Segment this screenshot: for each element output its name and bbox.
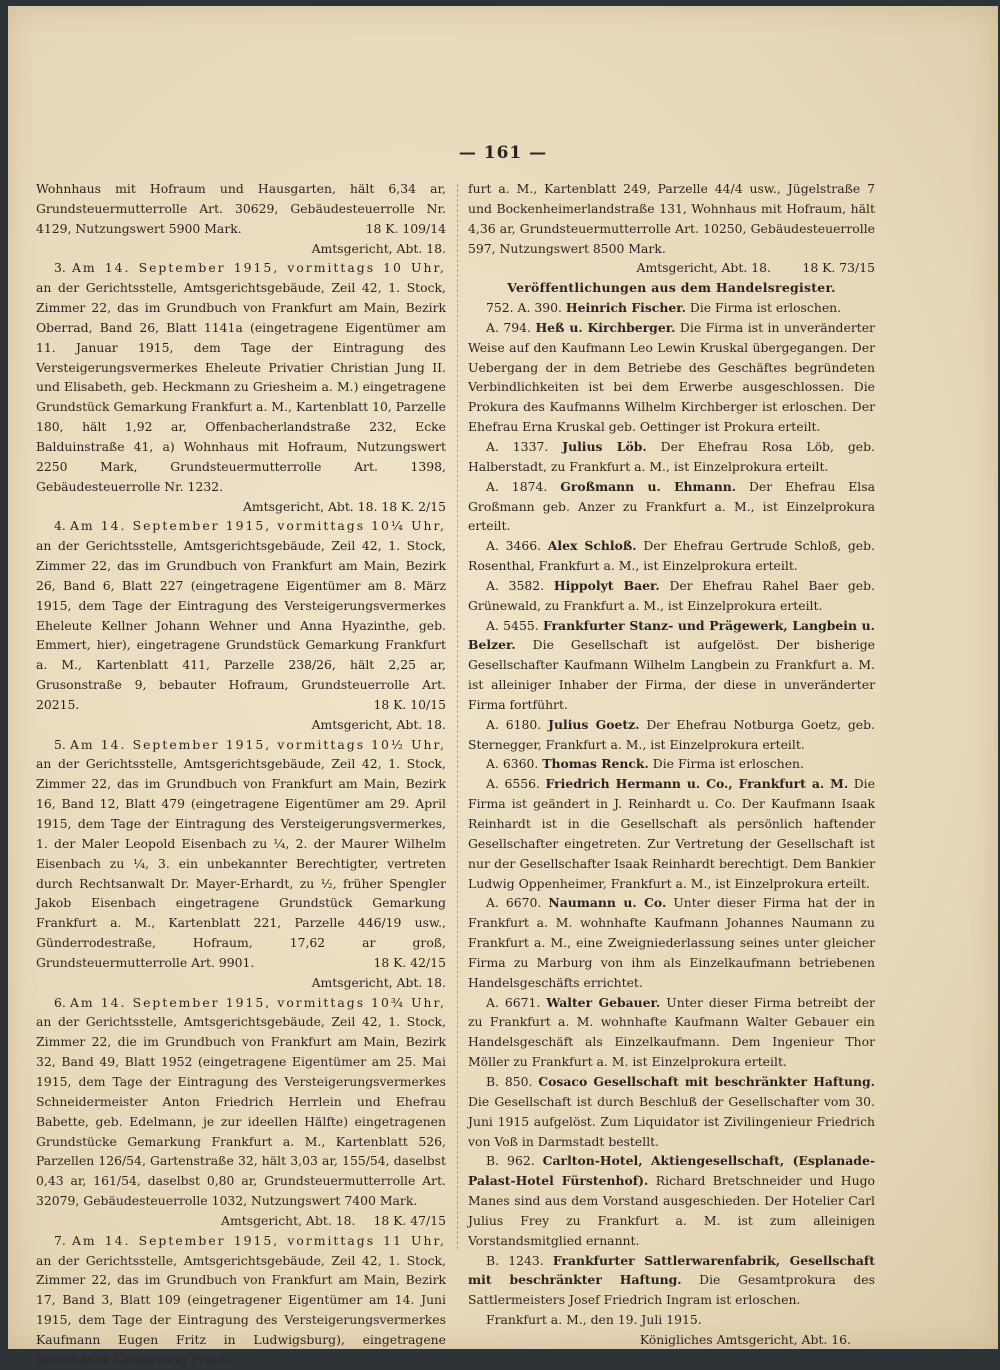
court-signature: Amtsgericht, Abt. 18. bbox=[311, 974, 446, 990]
register-entry: A. 6670. Naumann u. Co. Unter dieser Firma hat der in Frankfurt a. M. wohnhafte Kaufmann Johannes Naumann zu Frankfurt a. M., eine Zweigniederlassung seines unter gleicher Firma zu Marburg von ihm als Einzelkaufmann betriebenen Handelsgeschäfts errichtet. bbox=[468, 895, 875, 990]
court-signature: Amtsgericht, Abt. 18. bbox=[311, 716, 446, 732]
register-entry: A. 6360. Thomas Renck. Die Firma ist erloschen. bbox=[486, 756, 804, 772]
file-reference: 18 K. 10/15 bbox=[373, 696, 446, 712]
register-entry: A. 1874. Großmann u. Ehmann. Der Ehefrau Elsa Großmann geb. Anzer zu Frankfurt a. M., ist Einzelprokura erteilt. bbox=[468, 478, 875, 534]
register-entry: B. 962. Carlton-Hotel, Aktiengesellschaft, (Esplanade-Palast-Hotel Fürstenhof). Richard Bretschneider und Hugo Manes sind aus dem Vorstand ausgeschieden. Der Hotelier Carl Julius Frey zu Frankfurt a. M. ist zum alleinigen Vorstandsmitglied ernannt. bbox=[468, 1153, 875, 1248]
register-entry: 752. A. 390. Heinrich Fischer. Die Firma ist erloschen. bbox=[486, 300, 842, 316]
newspaper-page bbox=[8, 6, 998, 1367]
register-entry: A. 6180. Julius Goetz. Der Ehefrau Notburga Goetz, geb. Sternegger, Frankfurt a. M., ist Einzelprokura erteilt. bbox=[468, 716, 875, 752]
left-column bbox=[36, 179, 446, 1370]
notice-continuation: furt a. M., Kartenblatt 249, Parzelle 44/4 usw., Jügelstraße 7 und Bockenheimerlandstraße 131, Wohnhaus mit Hofraum, hält 4,36 ar, Grundsteuermutterrolle Art. 10250, Gebäudesteuerrolle 597, Nutzungswert 8500 Mark. bbox=[468, 181, 875, 256]
register-entry: A. 3582. Hippolyt Baer. Der Ehefrau Rahel Baer geb. Grünewald, zu Frankfurt a. M., ist Einzelprokura erteilt. bbox=[468, 577, 875, 613]
section-heading: Veröffentlichungen aus dem Handelsregister. bbox=[507, 280, 836, 296]
register-entry: A. 1337. Julius Löb. Der Ehefrau Rosa Löb, geb. Halberstadt, zu Frankfurt a. M., ist Einzelprokura erteilt. bbox=[468, 438, 875, 474]
file-reference: 18 K. 109/14 bbox=[365, 220, 446, 236]
register-entry: A. 5455. Frankfurter Stanz- und Prägewerk, Langbein u. Belzer. Die Gesellschaft ist aufgelöst. Der bisherige Gesellschafter Kaufmann Wilhelm Langbein zu Frankfurt a. M. ist alleiniger Inhaber der Firma, der diese in unveränderter Firma fortführt. bbox=[468, 617, 875, 712]
court-signature: Amtsgericht, Abt. 18. bbox=[311, 240, 446, 256]
court-signature: Königliches Amtsgericht, Abt. 16. bbox=[639, 1331, 851, 1347]
file-reference: 18 K. 47/15 bbox=[373, 1212, 446, 1228]
file-reference: Amtsgericht, Abt. 18. 18 K. 2/15 bbox=[242, 498, 446, 514]
auction-notice-4: 4. Am 14. September 1915, vormittags 10¼ Uhr, an der Gerichtsstelle, Amtsgerichtsgebäude, Zeil 42, 1. Stock, Zimmer 22, das im Grundbuch von Frankfurt am Main, Bezirk 26, Band 6, Blatt 227 (eingetragene Eigentümer am 8. März 1915, dem Tage der Eintragung des Versteigerungsvermerkes Eheleute Kellner Johann Wehner und Anna Hyazinthe, geb. Emmert, hier), eingetragene Grundstück Gemarkung Frankfurt a. M., Kartenblatt 411, Parzelle 238/26, hält 2,25 ar, Grusonstraße 9, bebauter Hofraum, Grundsteuerrolle Art. 20215. 18 K. 10/15 bbox=[36, 516, 446, 714]
register-entry: A. 6556. Friedrich Hermann u. Co., Frankfurt a. M. Die Firma ist geändert in J. Reinhardt u. Co. Der Kaufmann Isaak Reinhardt ist in die Gesellschaft als persönlich haftender Gesellschafter eingetreten. Zur Vertretung der Gesellschaft ist nur der Gesellschafter Isaak Reinhardt berechtigt. Dem Bankier Ludwig Oppenheimer, Frankfurt a. M., ist Einzelprokura erteilt. bbox=[468, 776, 875, 891]
auction-notice-3: 3. Am 14. September 1915, vormittags 10 Uhr, an der Gerichtsstelle, Amtsgerichtsgebäude, Zeil 42, 1. Stock, Zimmer 22, das im Grundbuch von Frankfurt am Main, Bezirk Oberrad, Band 26, Blatt 1141a (eingetragene Eigentümer am 11. Januar 1915, dem Tage der Eintragung des Versteigerungsvermerkes Eheleute Privatier Christian Jung II. und Elisabeth, geb. Heckmann zu Griesheim a. M.) eingetragene Grundstück Gemarkung Frankfurt a. M., Kartenblatt 10, Parzelle 180, hält 1,92 ar, Offenbacherlandstraße 232, Ecke Balduinstraße 41, a) Wohnhaus mit Hofraum, Nutzungswert 2250 Mark, Grundsteuermutterrolle Art. 1398, Gebäudesteuerrolle Nr. 1232. bbox=[36, 260, 446, 494]
file-reference: 18 K. 42/15 bbox=[373, 954, 446, 970]
register-entry: B. 850. Cosaco Gesellschaft mit beschränkter Haftung. Die Gesellschaft ist durch Beschluß der Gesellschafter vom 30. Juni 1915 aufgelöst. Zum Liquidator ist Zivilingenieur Friedrich von Voß in Darmstadt bestellt. bbox=[468, 1073, 875, 1149]
column-divider bbox=[457, 184, 459, 1249]
court-signature: Amtsgericht, Abt. 18. bbox=[221, 1212, 356, 1228]
register-entry: A. 6671. Walter Gebauer. Unter dieser Firma betreibt der zu Frankfurt a. M. wohnhafte Kaufmann Walter Gebauer ein Handelsgeschäft als Einzelkaufmann. Dem Ingenieur Thor Möller zu Frankfurt a. M. ist Einzelprokura erteilt. bbox=[468, 994, 875, 1070]
register-entry: B. 1243. Frankfurter Sattlerwarenfabrik, Gesellschaft mit beschränkter Haftung. Die Gesamtprokura des Sattlermeisters Josef Friedrich Ingram ist erloschen. bbox=[468, 1252, 875, 1308]
auction-notice-6: 6. Am 14. September 1915, vormittags 10¾ Uhr, an der Gerichtsstelle, Amtsgerichtsgebäude, Zeil 42, 1. Stock, Zimmer 22, die im Grundbuch von Frankfurt am Main, Bezirk 32, Band 49, Blatt 1952 (eingetragene Eigentümer am 25. Mai 1915, dem Tage der Eintragung des Versteigerungsvermerkes Schneidermeister Anton Friedrich Herrlein und Ehefrau Babette, geb. Edelmann, je zur ideellen Hälfte) eingetragenen Grundstücke Gemarkung Frankfurt a. M., Kartenblatt 526, Parzellen 126/54, Gartenstraße 32, hält 3,03 ar, 155/54, daselbst 0,43 ar, 161/54, daselbst 0,80 ar, Grundsteuermutterrolle Art. 32079, Gebäudesteuerrolle 1032, Nutzungswert 7400 Mark. 18 K. 47/15 bbox=[36, 993, 446, 1211]
register-entry: A. 794. Heß u. Kirchberger. Die Firma ist in unveränderter Weise auf den Kaufmann Leo Lewin Kruskal übergegangen. Der Uebergang der in dem Betriebe des Geschäftes begründeten Verbindlichkeiten ist bei dem Erwerbe ausgeschlossen. Die Prokura des Kaufmanns Wilhelm Kirchberger ist erloschen. Der Ehefrau Erna Kruskal geb. Oettinger ist Prokura erteilt. bbox=[468, 319, 875, 435]
right-column bbox=[468, 179, 875, 1350]
register-entry: A. 3466. Alex Schloß. Der Ehefrau Gertrude Schloß, geb. Rosenthal, Frankfurt a. M., ist Einzelprokura erteilt. bbox=[468, 538, 875, 574]
court-signature: Amtsgericht, Abt. 18. 18 K. 73/15 bbox=[636, 260, 875, 276]
page-number: — 161 — bbox=[458, 143, 548, 163]
closing-date: Frankfurt a. M., den 19. Juli 1915. bbox=[486, 1312, 702, 1328]
auction-notice-5: 5. Am 14. September 1915, vormittags 10½ Uhr, an der Gerichtsstelle, Amtsgerichtsgebäude, Zeil 42, 1. Stock, Zimmer 22, das im Grundbuch von Frankfurt am Main, Bezirk 16, Band 12, Blatt 479 (eingetragene Eigentümer am 29. April 1915, dem Tage der Eintragung des Versteigerungsvermerkes, 1. der Maler Leopold Eisenbach zu ¼, 2. der Maurer Wilhelm Eisenbach zu ¼, 3. ein unbekannter Berechtigter, vertreten durch Rechtsanwalt Dr. Mayer-Erhardt, zu ½, früher Spengler Jakob Eisenbach eingetragene Grundstück Gemarkung Frankfurt a. M., Kartenblatt 221, Parzelle 446/19 usw., Günderrodestraße, Hofraum, 17,62 ar groß, Grundsteuermutterrolle Art. 9901. 18 K. 42/15 bbox=[36, 735, 446, 973]
auction-notice-7: 7. Am 14. September 1915, vormittags 11 Uhr, an der Gerichtsstelle, Amtsgerichtsgebäude, Zeil 42, 1. Stock, Zimmer 22, das im Grundbuch von Frankfurt am Main, Bezirk 17, Band 3, Blatt 109 (eingetragener Eigentümer am 14. Juni 1915, dem Tage der Eintragung des Versteigerungsvermerkes Kaufmann Eugen Fritz in Ludwigsburg), eingetragene Grundstück Gemarkung Frank- bbox=[36, 1232, 446, 1367]
notice-continuation: Wohnhaus mit Hofraum und Hausgarten, hält 6,34 ar, Grundsteuermutterrolle Art. 30629, Gebäudesteuerrolle Nr. 4129, Nutzungswert 5900 Mark. 18 K. 109/14 bbox=[36, 179, 446, 239]
